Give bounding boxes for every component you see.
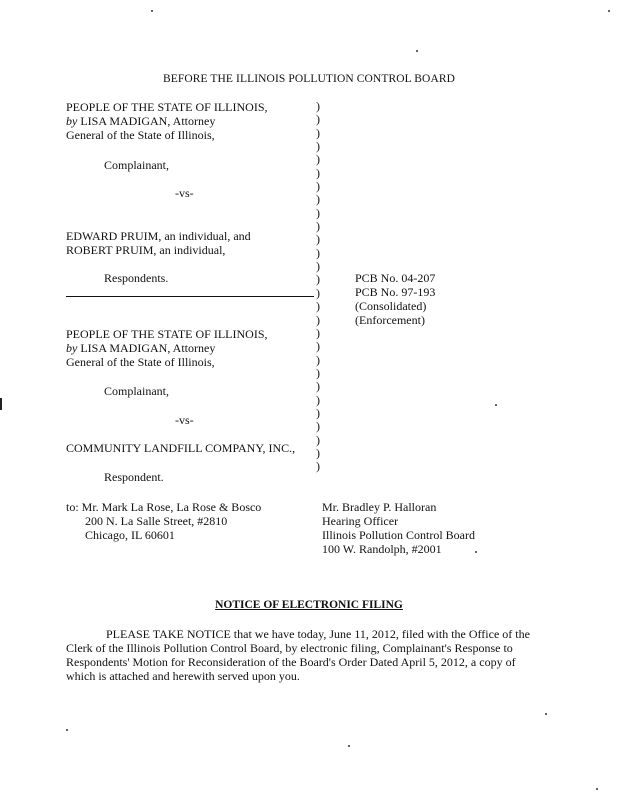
case-number-2: PCB No. 97-193: [355, 285, 436, 299]
party1-line1: PEOPLE OF THE STATE OF ILLINOIS,: [66, 100, 268, 114]
case-enforcement: (Enforcement): [355, 313, 425, 327]
service-right-line3: Illinois Pollution Control Board: [322, 528, 476, 542]
respondent2-line1: COMMUNITY LANDFILL COMPANY, INC.,: [66, 441, 296, 455]
respondent-line1: EDWARD PRUIM, an individual, and: [66, 229, 251, 243]
scan-speck: [596, 788, 598, 790]
complainant2-label: Complainant,: [104, 384, 169, 398]
scan-speck: [348, 745, 350, 747]
party1-line2: [66, 114, 215, 128]
service-right-line4: 100 W. Randolph, #2001: [322, 542, 442, 556]
vs2-label: -vs-: [175, 413, 194, 427]
scan-speck: [416, 50, 418, 52]
respondent-line2: ROBERT PRUIM, an individual,: [66, 243, 226, 257]
notice-title: NOTICE OF ELECTRONIC FILING: [215, 599, 403, 611]
service-right-line1: Mr. Bradley P. Halloran: [322, 500, 437, 514]
party2-line1: PEOPLE OF THE STATE OF ILLINOIS,: [66, 327, 268, 341]
service-left-line1: to: Mr. Mark La Rose, La Rose & Bosco: [66, 500, 262, 514]
party2-line2: [66, 341, 215, 355]
respondent2-label: Respondent.: [104, 470, 164, 484]
party2-attorney: LISA MADIGAN, Attorney: [77, 341, 216, 355]
scan-speck: [475, 551, 477, 553]
scan-speck: [66, 729, 68, 731]
scan-speck: [608, 10, 610, 12]
page-title: BEFORE THE ILLINOIS POLLUTION CONTROL BOARD: [162, 73, 456, 85]
party1-line3: General of the State of Illinois,: [66, 128, 215, 142]
caption-divider: [66, 296, 314, 297]
service-left-line3: Chicago, IL 60601: [85, 528, 175, 542]
notice-body: PLEASE TAKE NOTICE that we have today, June 11, 2012, filed with the Office of the Clerk of the Illinois Pollution Control Board, by electronic filing, Complainant's Response to Respondents' Motion for Reconsideration of the Board's Order Dated April 5, 2012, a copy of which is attached and herewith served upon you.: [66, 627, 530, 683]
scan-speck: [545, 713, 547, 715]
party2-line3: General of the State of Illinois,: [66, 355, 215, 369]
complainant1-label: Complainant,: [104, 158, 169, 172]
case-consolidated: (Consolidated): [355, 299, 427, 313]
party1-attorney: LISA MADIGAN, Attorney: [77, 114, 216, 128]
scan-edge-mark: [0, 398, 2, 410]
party2-by: by: [66, 341, 78, 355]
party1-by: by: [66, 114, 78, 128]
service-left-line2: 200 N. La Salle Street, #2810: [85, 514, 228, 528]
caption-parentheses: ) ) ) ) ) ) ) ) ) ) ) ) ) ) ) ) ) ) ) ) ) ) ) ) ) ) ) ): [316, 99, 320, 474]
scan-speck: [495, 404, 497, 406]
case-number-1: PCB No. 04-207: [355, 271, 436, 285]
vs1-label: -vs-: [175, 186, 194, 200]
service-right-line2: Hearing Officer: [322, 514, 399, 528]
respondents-label: Respondents.: [104, 271, 169, 285]
scan-speck: [151, 10, 153, 12]
